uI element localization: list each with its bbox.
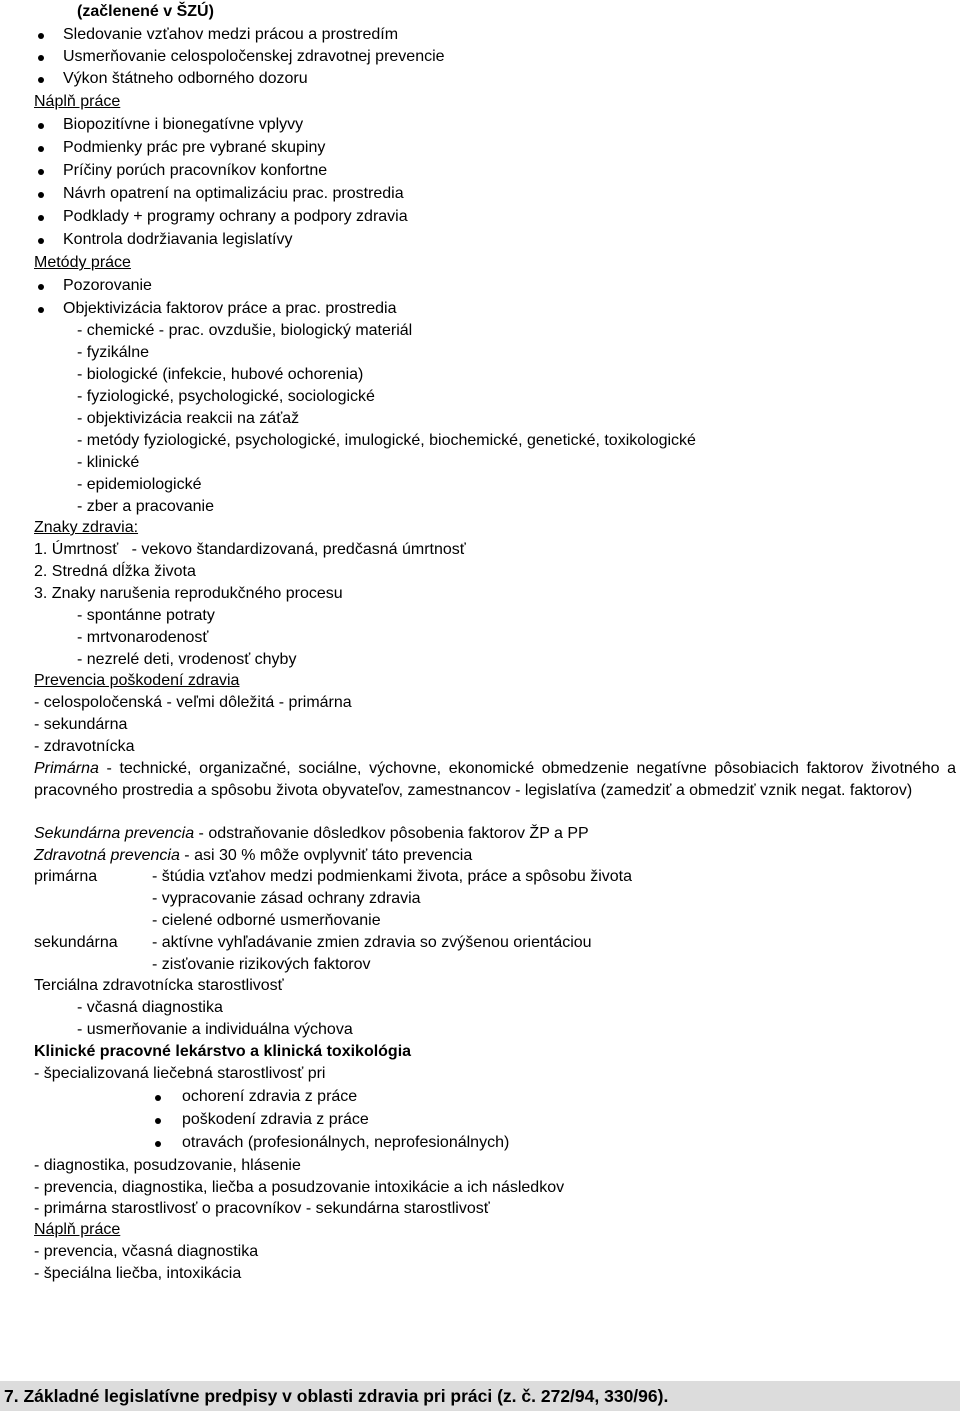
sub-item: - fyziologické, psychologické, sociologické bbox=[77, 388, 375, 405]
list-item: - prevencia, diagnostika, liečba a posudzovanie intoxikácie a ich následkov bbox=[34, 1179, 565, 1196]
sub-item: - usmerňovanie a individuálna výchova bbox=[77, 1021, 353, 1038]
sub-item: - cielené odborné usmerňovanie bbox=[152, 912, 381, 929]
paragraph-sekundarna: Sekundárna prevencia - odstraňovanie dôsledkov pôsobenia faktorov ŽP a PP bbox=[34, 825, 589, 842]
sub-item: - spontánne potraty bbox=[77, 607, 215, 624]
sub-item: - objektivizácia reakcii na záťaž bbox=[77, 410, 300, 427]
list-item: - primárna starostlivosť o pracovníkov - sekundárna starostlivosť bbox=[34, 1200, 490, 1217]
sub-item: - aktívne vyhľadávanie zmien zdravia so zvýšenou orientáciou bbox=[152, 934, 592, 951]
sub-item: - chemické - prac. ovzdušie, biologický materiál bbox=[77, 322, 413, 339]
sub-item: - včasná diagnostika bbox=[77, 999, 223, 1016]
sub-item: - mrtvonarodenosť bbox=[77, 629, 209, 646]
sub-item: - klinické bbox=[77, 454, 140, 471]
sub-item: - epidemiologické bbox=[77, 476, 202, 493]
row-label: primárna bbox=[34, 868, 98, 885]
sub-item: - fyzikálne bbox=[77, 344, 150, 361]
numbered-item: 1. Úmrtnosť - vekovo štandardizovaná, predčasná úmrtnosť bbox=[34, 541, 466, 558]
section-heading: Prevencia poškodení zdravia bbox=[34, 672, 240, 689]
list-item: - špecializovaná liečebná starostlivosť pri bbox=[34, 1065, 326, 1082]
sub-item: - vypracovanie zásad ochrany zdravia bbox=[152, 890, 421, 907]
list-item: - prevencia, včasná diagnostika bbox=[34, 1243, 259, 1260]
next-section-heading: 7. Základné legislatívne predpisy v oblasti zdravia pri práci (z. č. 272/94, 330/96). bbox=[0, 1381, 960, 1411]
terciarna-heading: Terciálna zdravotnícka starostlivosť bbox=[34, 977, 284, 994]
paragraph-primarna bbox=[34, 758, 956, 801]
section-heading: Metódy práce bbox=[34, 254, 131, 271]
sub-item: - metódy fyziologické, psychologické, imulogické, biochemické, genetické, toxikologické bbox=[77, 432, 696, 449]
row-label: sekundárna bbox=[34, 934, 118, 951]
sub-item: - zisťovanie rizikových faktorov bbox=[152, 956, 371, 973]
list-item: - celospoločenská - veľmi dôležitá - primárna bbox=[34, 694, 352, 711]
sub-item: - zber a pracovanie bbox=[77, 498, 214, 515]
sub-item: - nezrelé deti, vrodenosť chyby bbox=[77, 651, 297, 668]
section-heading: Náplň práce bbox=[34, 1221, 121, 1238]
list-item: - špeciálna liečba, intoxikácia bbox=[34, 1265, 242, 1282]
numbered-item: 3. Znaky narušenia reprodukčného procesu bbox=[34, 585, 343, 602]
list-item: - sekundárna bbox=[34, 716, 128, 733]
paragraph-zdravotna: Zdravotná prevencia - asi 30 % môže ovplyvniť táto prevencia bbox=[34, 847, 473, 864]
section-heading: Náplň práce bbox=[34, 93, 121, 110]
intro-text: (začlenené v ŠZÚ) bbox=[77, 3, 214, 20]
paragraph-text: - technické, organizačné, sociálne, výchovne, ekonomické obmedzenie negatívne pôsobiacich faktorov životného a pracovného prostredia a spôsobu života obyvateľov, zamestnancov - legislatíva (zamedziť a obmedziť vznik negat. faktorov) bbox=[34, 760, 956, 799]
list-item: - zdravotnícka bbox=[34, 738, 135, 755]
sub-item: - biologické (infekcie, hubové ochorenia) bbox=[77, 366, 364, 383]
term: Primárna bbox=[34, 760, 99, 777]
numbered-item: 2. Stredná dĺžka života bbox=[34, 563, 196, 580]
section-heading: Znaky zdravia: bbox=[34, 519, 139, 536]
section-heading: Klinické pracovné lekárstvo a klinická toxikológia bbox=[34, 1043, 412, 1060]
list-item: - diagnostika, posudzovanie, hlásenie bbox=[34, 1157, 301, 1174]
sub-item: - štúdia vzťahov medzi podmienkami života, práce a spôsobu života bbox=[152, 868, 633, 885]
